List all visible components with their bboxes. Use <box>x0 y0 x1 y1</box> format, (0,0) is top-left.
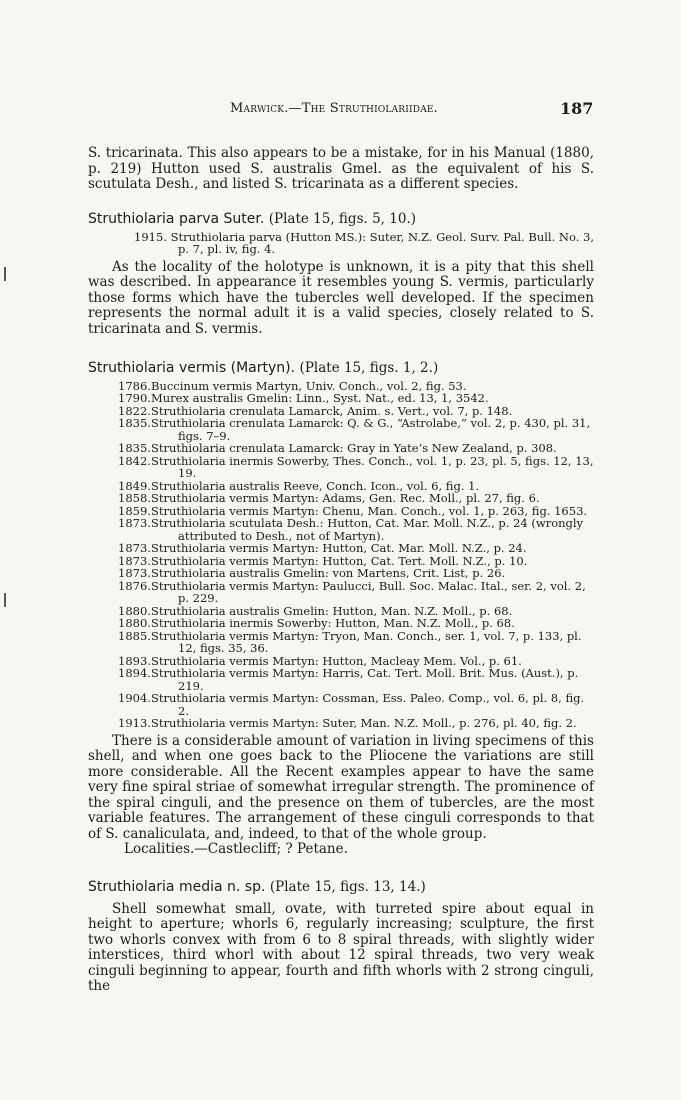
synonymy-entry: 1858.Struthiolaria vermis Martyn: Adams, Gen. Rec. Moll., pl. 27, fig. 6. <box>118 491 540 505</box>
plate-reference: (Plate 15, figs. 13, 14.) <box>269 879 426 895</box>
synonymy-entry: 1880.Struthiolaria inermis Sowerby: Hutton, Man. N.Z. Moll., p. 68. <box>118 616 515 630</box>
species-heading: Struthiolaria vermis (Martyn). <box>88 360 296 376</box>
margin-mark <box>4 267 6 281</box>
localities: Localities.—Castlecliff; ? Petane. <box>124 841 348 857</box>
synonymy-entry: 1849.Struthiolaria australis Reeve, Conch. Icon., vol. 6, fig. 1. <box>118 478 480 493</box>
synonymy-entry: 1835.Struthiolaria crenulata Lamarck: Gray in Yate’s New Zealand, p. 308. <box>118 441 557 455</box>
intro-paragraph-block <box>88 146 594 193</box>
section-vermis <box>88 361 594 858</box>
synonymy-entry: 1913.Struthiolaria vermis Martyn: Suter, Man. N.Z. Moll., p. 276, pl. 40, fig. 2. <box>118 716 577 730</box>
synonymy-entry: 1786.Buccinum vermis Martyn, Univ. Conch., vol. 2, fig. 53. <box>118 378 467 393</box>
synonymy-entry: 1859.Struthiolaria vermis Martyn: Chenu, Man. Conch., vol. 1, p. 263, fig. 1653. <box>118 503 588 518</box>
species-description: As the locality of the holotype is unknown, it is a pity that this shell was described. In appearance it resembles young S. vermis, particularly those forms which have the tubercles well developed. If the specimen represents the normal adult it is a valid species, closely related to S. tricarinata and S. vermis. <box>88 258 594 337</box>
species-heading: Struthiolaria parva Suter. <box>88 211 265 227</box>
synonymy-entry: 1876.Struthiolaria vermis Martyn: Paulucci, Bull. Soc. Malac. Ital., ser. 2, vol. 2, p. 229. <box>118 578 586 605</box>
plate-reference: (Plate 15, figs. 5, 10.) <box>268 211 416 227</box>
synonymy-entry: 1873.Struthiolaria vermis Martyn: Hutton, Cat. Tert. Moll. N.Z., p. 10. <box>118 553 528 568</box>
synonymy-entry: 1873.Struthiolaria scutulata Desh.: Hutton, Cat. Mar. Moll. N.Z., p. 24 (wrongly attributed to Desh., not of Martyn). <box>118 516 584 543</box>
species-heading: Struthiolaria media n. sp. <box>88 879 266 895</box>
synonymy-entry: 1880.Struthiolaria australis Gmelin: Hutton, Man. N.Z. Moll., p. 68. <box>118 603 513 618</box>
section-media <box>88 880 594 995</box>
running-title: Marwick.—The Struthiolariidae. <box>230 101 438 116</box>
synonymy-entry: 1885.Struthiolaria vermis Martyn: Tryon, Man. Conch., ser. 1, vol. 7, p. 133, pl. 12, figs. 35, 36. <box>118 628 582 655</box>
section-parva <box>88 212 594 337</box>
synonymy-entry: 1873.Struthiolaria australis Gmelin: von Martens, Crit. List, p. 26. <box>118 566 506 580</box>
page-number: 187 <box>560 99 594 118</box>
synonymy-entry: 1822.Struthiolaria crenulata Lamarck, Anim. s. Vert., vol. 7, p. 148. <box>118 403 513 418</box>
species-description: There is a considerable amount of variation in living specimens of this shell, and when one goes back to the Pliocene the variations are still more considerable. All the Recent examples appear to have the same very fine spiral striae of somewhat irregular strength. The prominence of the spiral cinguli, and the presence on them of tubercles, are the most variable features. The arrangement of these cinguli corresponds to that of S. canaliculata, and, indeed, to that of the whole group. <box>88 732 594 842</box>
species-description: Shell somewhat small, ovate, with turreted spire about equal in height to aperture; whorls 6, regularly increasing; sculpture, the first two whorls convex with from 6 to 8 spiral threads, with slightly wider interstices, third whorl with about 12 spiral threads, two very weak cinguli beginning to appear, fourth and fifth whorls with 2 strong cinguli, the <box>88 900 594 994</box>
synonymy-entry: 1894.Struthiolaria vermis Martyn: Harris, Cat. Tert. Moll. Brit. Mus. (Aust.), p. 219. <box>118 666 579 693</box>
synonymy-entry: 1893.Struthiolaria vermis Martyn: Hutton, Macleay Mem. Vol., p. 61. <box>118 653 522 668</box>
synonymy-entry: 1873.Struthiolaria vermis Martyn: Hutton, Cat. Mar. Moll. N.Z., p. 24. <box>118 541 527 555</box>
plate-reference: (Plate 15, figs. 1, 2.) <box>299 360 439 376</box>
synonymy-entry: 1835.Struthiolaria crenulata Lamarck: Q. & G., “Astrolabe,” vol. 2, p. 430, pl. 31, figs. 7–9. <box>118 416 591 443</box>
synonymy-entry: 1790.Murex australis Gmelin: Linn., Syst. Nat., ed. 13, 1, 3542. <box>118 391 489 405</box>
synonymy-entry: 1842.Struthiolaria inermis Sowerby, Thes. Conch., vol. 1, p. 23, pl. 5, figs. 12, 13, 19. <box>118 453 594 480</box>
synonymy-list <box>88 380 594 730</box>
intro-paragraph: S. tricarinata. This also appears to be a mistake, for in his Manual (1880, p. 219) Hutton used S. australis Gmel. as the equivalent of his S. scutulata Desh., and listed S. tricarinata as a different species. <box>88 145 594 192</box>
synonymy-entry: 1915. Struthiolaria parva (Hutton MS.): Suter, N.Z. Geol. Surv. Pal. Bull. No. 3, p. 7, pl. iv, fig. 4. <box>134 229 594 256</box>
margin-mark <box>4 593 6 607</box>
synonymy-entry: 1904.Struthiolaria vermis Martyn: Cossman, Ess. Paleo. Comp., vol. 6, pl. 8, fig. 2. <box>118 691 585 718</box>
